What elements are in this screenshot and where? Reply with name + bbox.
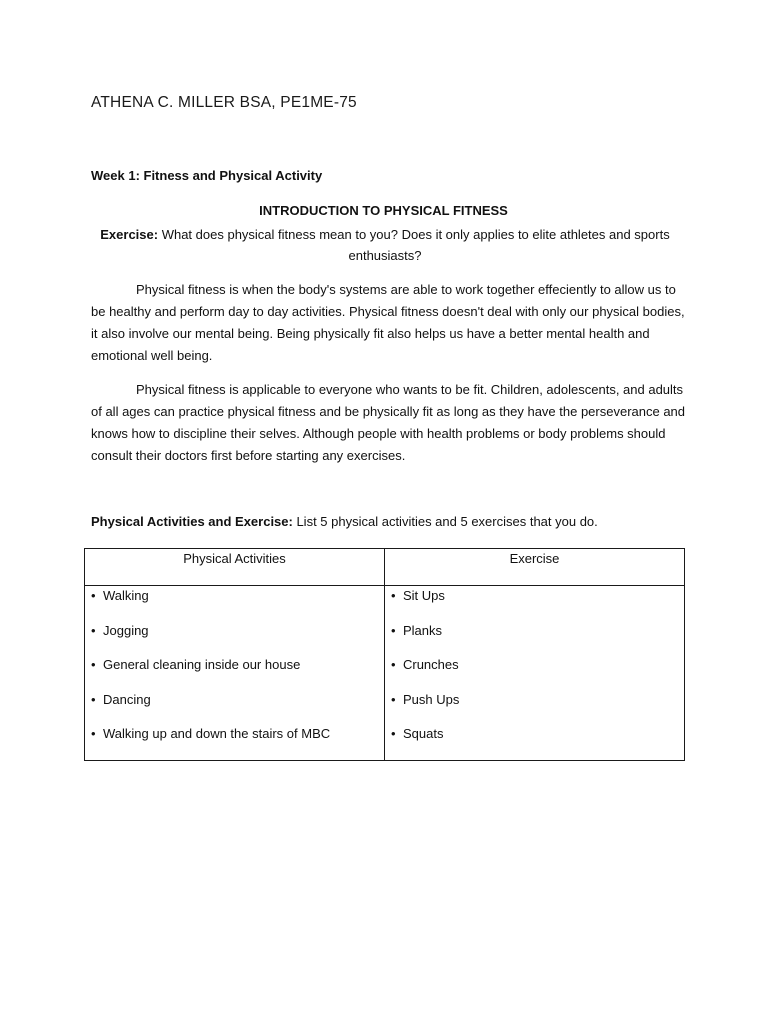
column-header-exercise: Exercise — [384, 549, 684, 586]
list-item — [91, 725, 384, 760]
bullet-icon: • — [91, 657, 96, 672]
activities-heading-text: List 5 physical activities and 5 exercises that you do. — [292, 514, 598, 529]
activity-label: Walking up and down the stairs of MBC — [103, 726, 331, 741]
list-item — [391, 725, 684, 760]
activities-heading — [91, 514, 598, 529]
author-line: ATHENA C. MILLER BSA, PE1ME-75 — [91, 94, 357, 111]
week-heading: Week 1: Fitness and Physical Activity — [91, 168, 323, 183]
bullet-icon: • — [390, 691, 396, 707]
table-row — [85, 586, 685, 761]
bullet-icon: • — [91, 691, 96, 707]
exercise-label: Planks — [402, 622, 443, 638]
list-item — [391, 656, 684, 691]
column-header-physical-activities: Physical Activities — [85, 549, 385, 586]
bullet-icon: • — [91, 588, 96, 603]
bullet-icon: • — [390, 588, 396, 603]
exercises-list — [391, 587, 684, 760]
exercise-label: Exercise: — [100, 227, 159, 242]
bullet-icon: • — [390, 657, 396, 672]
bullet-icon: • — [91, 726, 96, 741]
activity-label: Dancing — [103, 691, 151, 707]
list-item — [91, 656, 384, 691]
exercise-prompt — [100, 224, 670, 266]
physical-activities-list — [91, 587, 384, 760]
section-title: INTRODUCTION TO PHYSICAL FITNESS — [259, 203, 508, 218]
activities-table — [84, 548, 685, 761]
activity-label: Jogging — [103, 622, 149, 638]
list-item — [91, 622, 384, 657]
activities-heading-label: Physical Activities and Exercise: — [91, 514, 293, 529]
exercise-label: Crunches — [402, 657, 459, 672]
exercise-label: Squats — [402, 726, 444, 741]
list-item — [91, 587, 384, 622]
exercise-label: Push Ups — [402, 691, 460, 707]
exercise-question: What does physical fitness mean to you? Does it only applies to elite athletes and sports enthusiasts? — [158, 227, 670, 263]
paragraph-2: Physical fitness is applicable to everyone who wants to be fit. Children, adolescents, and adults of all ages can practice physical fitness and be physically fit as long as they have the perseverance and knows how to discipline their selves. Although people with health problems or body problems should consult their doctors first before starting any exercises. — [91, 382, 686, 463]
table-header-row — [85, 549, 685, 586]
list-item — [91, 691, 384, 726]
exercise-label: Sit Ups — [402, 588, 445, 603]
list-item — [391, 587, 684, 622]
paragraph-1: Physical fitness is when the body's systems are able to work together effeciently to allow us to be healthy and perform day to day activities. Physical fitness doesn't deal with only our physical bodies, it also involve our mental being. Being physically fit also helps us have a better mental health and emotional well being. — [91, 282, 685, 363]
bullet-icon: • — [390, 726, 396, 741]
physical-activities-cell — [85, 586, 385, 761]
activity-label: Walking — [103, 588, 149, 603]
list-item — [391, 691, 684, 726]
bullet-icon: • — [91, 622, 96, 638]
exercises-cell — [384, 586, 684, 761]
bullet-icon: • — [390, 622, 396, 638]
list-item — [391, 622, 684, 657]
activity-label: General cleaning inside our house — [103, 657, 301, 672]
